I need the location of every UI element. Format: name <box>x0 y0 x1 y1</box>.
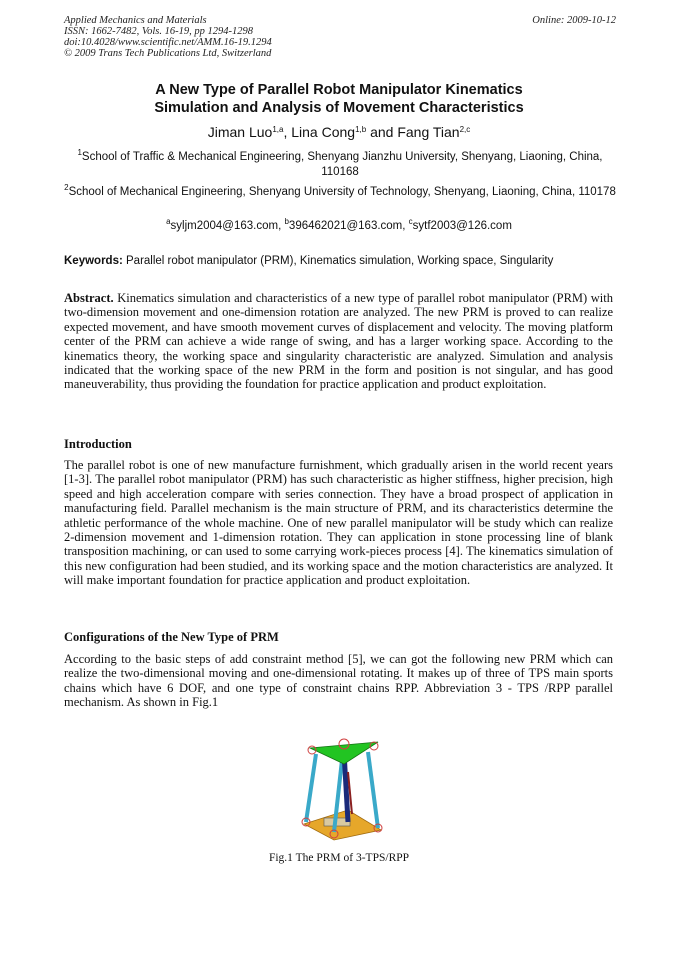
author-name: Lina Cong <box>291 124 356 140</box>
affiliation-sup: 2 <box>64 183 69 192</box>
email-list: $^a$syljm2004@163.com, $^b$396462021@163.com, $^c$sytf2003@126.com <box>166 217 512 232</box>
author-name: Jiman Luo <box>207 124 273 140</box>
doi-line: doi:10.4028/www.scientific.net/AMM.16-19.1294 <box>64 37 272 48</box>
journal-header <box>64 15 616 59</box>
email-link[interactable]: 396462021@163.com <box>288 220 403 232</box>
affiliation-text: School of Mechanical Engineering, Shenyang University of Technology, Shenyang, Liaoning, China, 110178 <box>68 186 616 198</box>
section-heading-configurations: Configurations of the New Type of PRM <box>64 630 279 644</box>
affiliation-2 <box>64 185 616 200</box>
author-separator: and <box>366 124 398 140</box>
author-sup: 1,a <box>272 125 284 134</box>
author-sup: 1,b <box>355 125 367 134</box>
journal-name: Applied Mechanics and Materials <box>64 15 207 26</box>
introduction-text: The parallel robot is one of new manufacture furnishment, which gradually arisen in the world recent years [1-3]. The parallel robot manipulator (PRM) has such characteristic as higher stiffness, higher precision, high speed and high acceleration compare with series connection. They have a broad prospect of application in manufacturing field. Parallel mechanism is the main structure of PRM, and its characteristics determine the athletic performance of the whole machine. One of new parallel manipulator will be study which can realize 2-dimension movement and 1-dimension rotation. They can application in stone processing line of blank transposition machining, or can used to some carrying work-pieces process [4]. The kinematics simulation of this new configuration had been studied, and its working space and the motion characteristics are analyzed. It will make important foundation for practice application and product exploitation. <box>64 458 613 588</box>
author-list <box>40 124 638 140</box>
title-line-2: Simulation and Analysis of Movement Characteristics <box>154 100 524 116</box>
author-name: Fang Tian <box>397 124 460 140</box>
title-line-1: A New Type of Parallel Robot Manipulator Kinematics <box>155 82 523 98</box>
paper-title <box>40 81 638 117</box>
author-separator: , <box>283 124 292 140</box>
abstract-text: Kinematics simulation and characteristics of a new type of parallel robot manipulator (PRM) with two-dimension movement and one-dimension rotation are analyzed. The new PRM is proved to can realize expected movement, and have smooth movement curves of displacement and velocity. The moving platform center of the PRM can achieve a wide range of swing, and has a larger working space. According to the kinematics theory, the working space and singularity characteristic are analyzed. Simulation and analysis indicated that the working space of the new PRM in the form and position is not singular, and has good maneuverability, thus providing the foundation for practice application and product exploitation. <box>64 291 614 392</box>
author-sup: 2,c <box>459 125 471 134</box>
keywords-label: Keywords: <box>64 255 123 267</box>
configurations-text: According to the basic steps of add constraint method [5], we can got the following new PRM which can realize the two-dimensional moving and one-dimensional rotating. It makes up of three of TPS main sports chains which have 6 DOF, and one type of constraint chains RPP. Abbreviation 3 - TPS /RPP parallel mechanism. As shown in Fig.1 <box>64 652 613 710</box>
affiliation-sup: 1 <box>77 148 82 157</box>
email-link[interactable]: sytf2003@126.com <box>412 220 512 232</box>
keywords-text: Parallel robot manipulator (PRM), Kinematics simulation, Working space, Singularity <box>126 255 554 267</box>
affiliation-1 <box>64 150 616 180</box>
copyright-line: © 2009 Trans Tech Publications Ltd, Switzerland <box>64 48 272 59</box>
online-date: Online: 2009-10-12 <box>532 15 616 26</box>
abstract-label: Abstract. <box>64 291 114 305</box>
email-sup: c <box>408 217 413 226</box>
issn-line: ISSN: 1662-7482, Vols. 16-19, pp 1294-1298 <box>64 26 253 37</box>
abstract <box>64 291 613 392</box>
figure-caption: Fig.1 The PRM of 3-TPS/RPP <box>268 852 410 864</box>
leg-left <box>306 754 316 822</box>
affiliation-text: School of Traffic & Mechanical Engineering, Shenyang Jianzhu University, Shenyang, Liaoning, China, 110168 <box>81 151 603 178</box>
section-heading-introduction: Introduction <box>64 437 132 451</box>
leg-right <box>368 752 378 828</box>
robot-figure <box>286 732 398 844</box>
email-link[interactable]: syljm2004@163.com <box>170 220 279 232</box>
email-sup: a <box>166 217 171 226</box>
email-sup: b <box>284 217 289 226</box>
keywords <box>64 255 624 267</box>
